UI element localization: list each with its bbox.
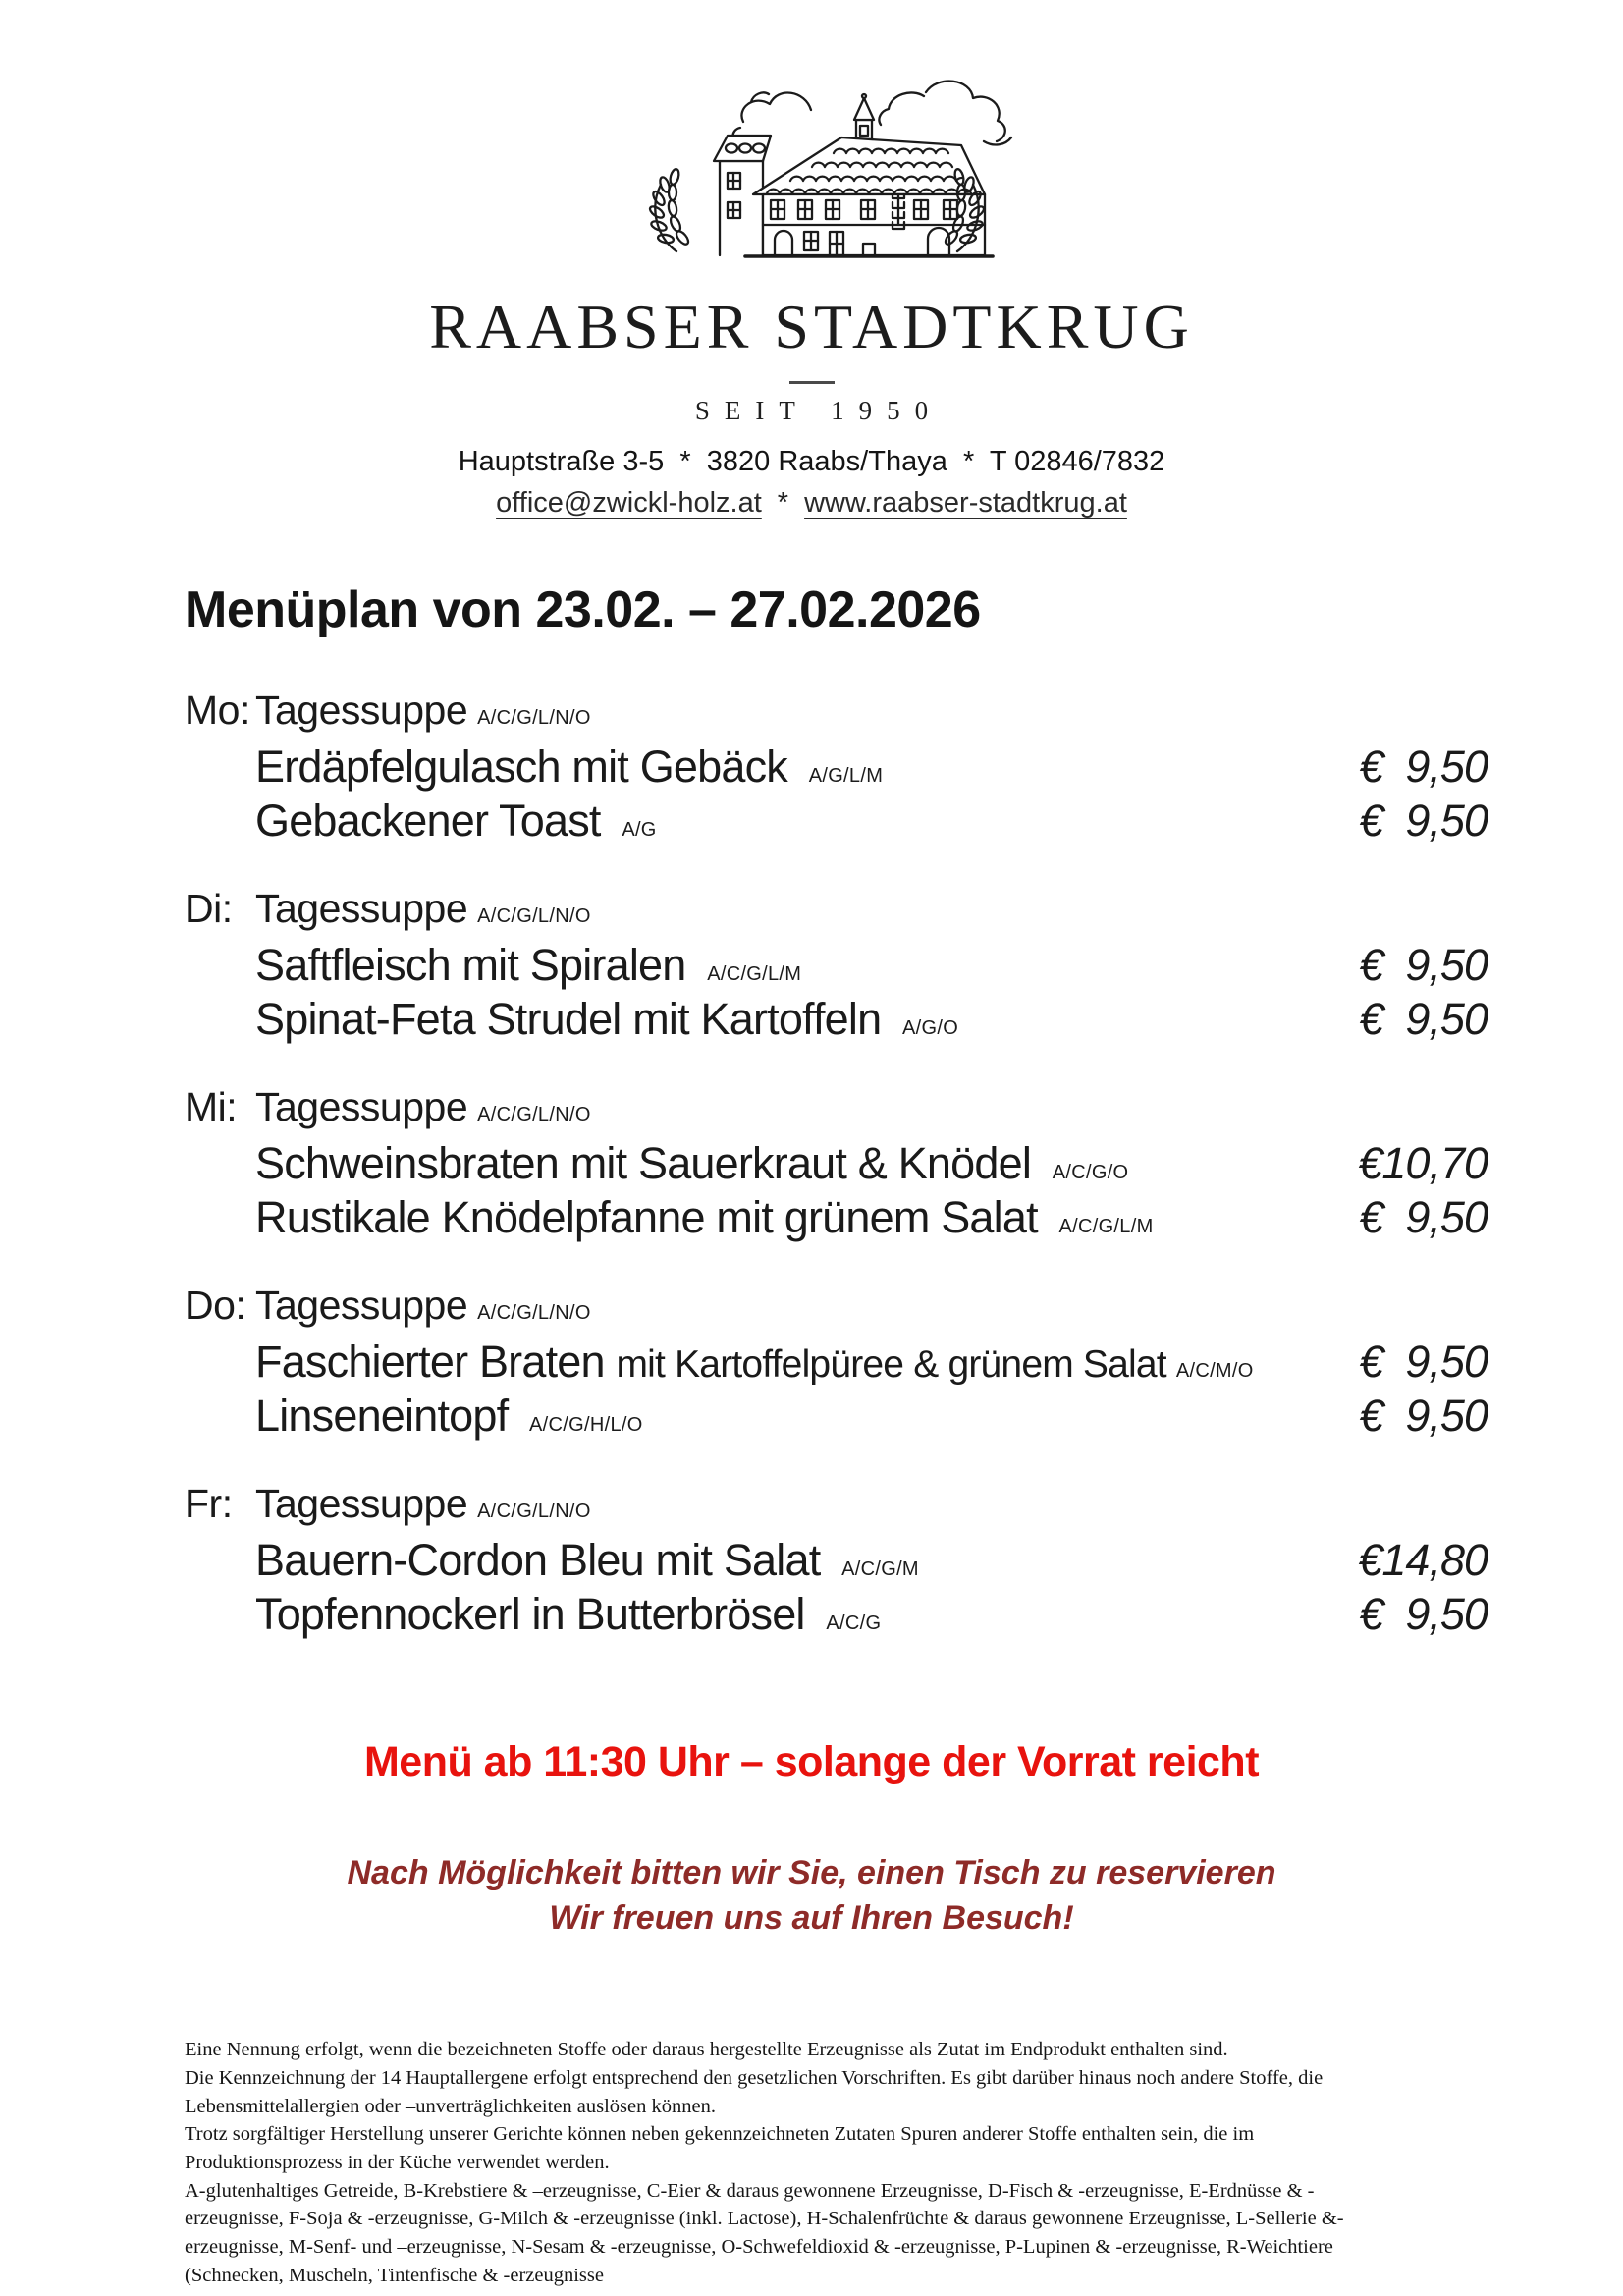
day-label: Mo: <box>185 687 250 733</box>
legend-line: Trotz sorgfältiger Herstellung unserer Gerichte können neben gekennzeichneten Zutaten Spuren anderer Stoffe enthalten sein, die im <box>185 2123 1255 2146</box>
day-section-do <box>185 1284 1488 1447</box>
allergen-codes: A/C/G/L/N/O <box>477 1103 591 1125</box>
soup-name: Tagessuppe <box>255 1083 468 1129</box>
dish-row <box>255 995 1488 1044</box>
dish-text <box>255 742 912 792</box>
day-section-di <box>185 887 1488 1050</box>
email-link[interactable]: office@zwickl-holz.at <box>496 487 762 519</box>
day-label: Fr: <box>185 1480 233 1526</box>
legend-line: erzeugnisse, M-Senf- und –erzeugnisse, N-Sesam & -erzeugnisse, O-Schwefeldioxid & -erzeugnisse, P-Lupinen & -erzeugnisse, R-Weichtiere <box>185 2235 1333 2258</box>
dish-price: € 9,50 <box>1359 1588 1488 1639</box>
day-content <box>255 1284 1488 1447</box>
dish-row <box>255 1590 1488 1639</box>
legend-line: (Schnecken, Muscheln, Tintenfische & -erzeugnisse <box>185 2264 604 2286</box>
allergen-legend <box>185 2036 1535 2289</box>
allergen-codes: A/C/G/L/N/O <box>477 904 591 927</box>
soup-row <box>255 1085 1488 1129</box>
dish-price: € 9,50 <box>1359 741 1488 793</box>
reservation-line-2: Wir freuen uns auf Ihren Besuch! <box>549 1899 1074 1938</box>
allergen-codes: A/G/O <box>902 1017 959 1040</box>
dish-name: Bauern-Cordon Bleu mit Salat <box>255 1534 821 1585</box>
legend-line: Eine Nennung erfolgt, wenn die bezeichneten Stoffe oder daraus hergestellte Erzeugnisse als Zutat im Endprodukt enthalten sind. <box>185 2039 1228 2061</box>
allergen-codes: A/C/G/L/M <box>707 962 802 985</box>
dish-price: €10,70 <box>1358 1137 1488 1188</box>
dish-price: € 9,50 <box>1359 1391 1488 1442</box>
links-separator: * <box>777 487 789 519</box>
dish-text <box>255 1193 1183 1242</box>
menu-plan <box>185 580 1488 1644</box>
reservation-line-1: Nach Möglichkeit bitten wir Sie, einen Tisch zu reservieren <box>347 1854 1276 1892</box>
dish-name: Spinat-Feta Strudel mit Kartoffeln <box>255 994 882 1045</box>
day-content <box>255 1085 1488 1248</box>
day-section-fr <box>185 1482 1488 1645</box>
reservation-note <box>0 1851 1623 1941</box>
dish-name: Rustikale Knödelpfanne mit grünem Salat <box>255 1192 1038 1243</box>
dish-price: € 9,50 <box>1359 994 1488 1045</box>
allergen-codes: A/C/G/L/N/O <box>477 707 591 729</box>
day-section-mo <box>185 688 1488 851</box>
allergen-codes: A/C/G/M <box>841 1558 919 1580</box>
dish-price: € 9,50 <box>1359 1192 1488 1243</box>
allergen-codes: A/G/L/M <box>808 765 884 788</box>
dish-price: € 9,50 <box>1359 1336 1488 1387</box>
dish-row <box>255 796 1488 846</box>
soup-name: Tagessuppe <box>255 1282 468 1328</box>
allergen-codes: A/C/G/H/L/O <box>529 1414 643 1437</box>
title-divider <box>789 381 835 384</box>
building-illustration <box>517 47 1107 281</box>
dish-row <box>255 1193 1488 1242</box>
dish-row <box>255 742 1488 792</box>
dish-text <box>255 796 686 846</box>
dish-row <box>255 1139 1488 1188</box>
legend-line: Produktionsprozess in der Küche verwendet werden. <box>185 2151 610 2173</box>
dish-text <box>255 941 831 990</box>
soup-row <box>255 688 1488 733</box>
dish-text <box>255 1139 1158 1188</box>
dish-text <box>255 1536 948 1585</box>
dish-name: Schweinsbraten mit Sauerkraut & Knödel <box>255 1137 1032 1188</box>
day-label: Do: <box>185 1282 246 1328</box>
dish-row <box>255 941 1488 990</box>
dish-row <box>255 1536 1488 1585</box>
soup-row <box>255 887 1488 931</box>
dish-name: Topfennockerl in Butterbrösel <box>255 1588 805 1639</box>
dish-text <box>255 995 988 1044</box>
legend-line: Die Kennzeichnung der 14 Hauptallergene erfolgt entsprechend den gesetzlichen Vorschriften. Es gibt darüber hinaus noch andere Stoffe, die <box>185 2066 1324 2089</box>
address-line: Hauptstraße 3-5 * 3820 Raabs/Thaya * T 02846/7832 <box>458 446 1165 477</box>
dish-name: Erdäpfelgulasch mit Gebäck <box>255 741 787 793</box>
day-content <box>255 1482 1488 1645</box>
allergen-codes: A/C/G/L/M <box>1058 1216 1154 1238</box>
day-content <box>255 688 1488 851</box>
soup-name: Tagessuppe <box>255 885 468 931</box>
soup-name: Tagessuppe <box>255 1480 468 1526</box>
dish-text <box>255 1590 910 1639</box>
dish-name: Linseneintopf <box>255 1391 509 1442</box>
legend-line: erzeugnisse, F-Soja & -erzeugnisse, G-Milch & -erzeugnisse (inkl. Lactose), H-Schalenfrüchte & daraus gewonnene Erzeugnisse, L-Sellerie &- <box>185 2208 1344 2230</box>
soup-row <box>255 1284 1488 1328</box>
header <box>0 0 1623 519</box>
day-label: Mi: <box>185 1083 238 1129</box>
contact-links <box>0 487 1623 519</box>
dish-row <box>255 1338 1488 1387</box>
dish-row <box>255 1392 1488 1441</box>
restaurant-name: RAABSER STADTKRUG <box>429 292 1194 361</box>
day-content <box>255 887 1488 1050</box>
dish-name-detail: mit Kartoffelpüree & grünem Salat <box>616 1342 1166 1386</box>
dish-text <box>255 1338 1283 1387</box>
dish-name: Saftfleisch mit Spiralen <box>255 939 686 990</box>
since-line: SEIT 1950 <box>694 396 944 425</box>
allergen-codes: A/C/G/O <box>1052 1161 1129 1183</box>
allergen-codes: A/C/G/L/N/O <box>477 1500 591 1522</box>
dish-text <box>255 1392 673 1441</box>
availability-note: Menü ab 11:30 Uhr – solange der Vorrat reicht <box>363 1738 1260 1786</box>
allergen-codes: A/G <box>622 819 657 842</box>
website-link[interactable]: www.raabser-stadtkrug.at <box>804 487 1127 519</box>
dish-price: € 9,50 <box>1359 939 1488 990</box>
day-section-mi <box>185 1085 1488 1248</box>
dish-name: Faschierter Braten <box>255 1336 605 1387</box>
day-label: Di: <box>185 885 233 931</box>
legend-line: Lebensmittelallergien oder –unverträglichkeiten auslösen können. <box>185 2095 716 2117</box>
legend-line: A-glutenhaltiges Getreide, B-Krebstiere & –erzeugnisse, C-Eier & daraus gewonnene Erzeugnisse, D-Fisch & -erzeugnisse, E-Erdnüsse & - <box>185 2179 1315 2202</box>
dish-price: €14,80 <box>1358 1534 1488 1585</box>
dish-price: € 9,50 <box>1359 795 1488 847</box>
allergen-codes: A/C/G/L/N/O <box>477 1301 591 1324</box>
soup-name: Tagessuppe <box>255 687 468 733</box>
allergen-codes: A/C/G <box>826 1612 882 1634</box>
restaurant-logo <box>0 47 1623 281</box>
allergen-codes: A/C/M/O <box>1175 1359 1254 1382</box>
soup-row <box>255 1482 1488 1526</box>
dish-name: Gebackener Toast <box>255 795 601 847</box>
menu-title: Menüplan von 23.02. – 27.02.2026 <box>185 581 981 638</box>
